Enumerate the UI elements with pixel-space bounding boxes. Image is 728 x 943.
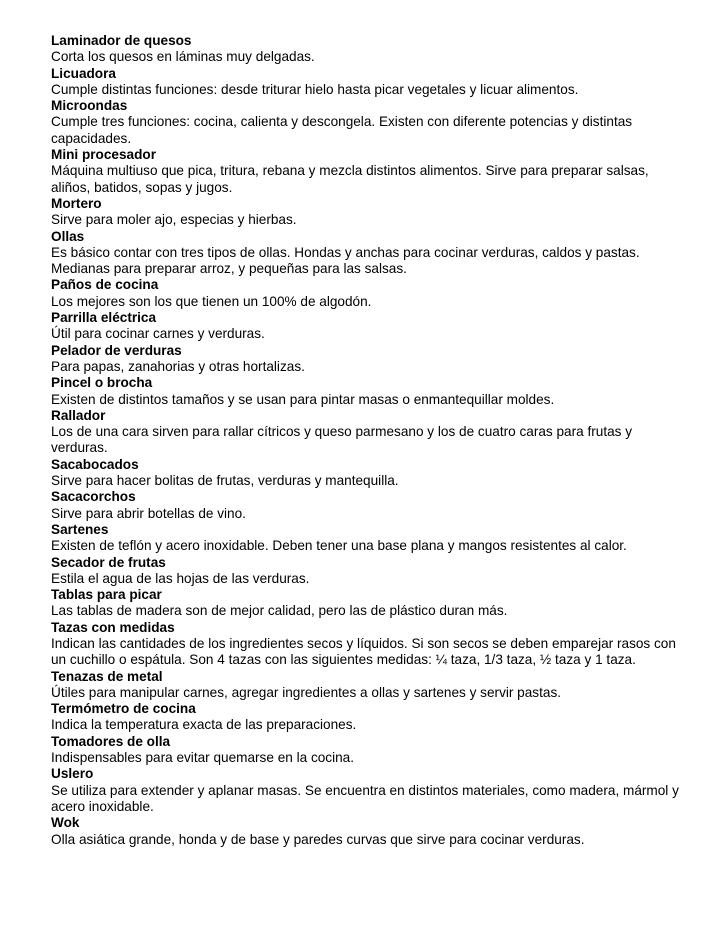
document-page: [51, 33, 691, 848]
entry-definition: Útiles para manipular carnes, agregar ingredientes a ollas y sartenes y servir pastas.: [51, 684, 562, 700]
entry-term: Tenazas de metal: [51, 668, 163, 684]
entry-definition: Se utiliza para extender y aplanar masas. Se encuentra en distintos materiales, como madera, mármol y acero inoxidable.: [51, 782, 679, 814]
entry-term: Tablas para picar: [51, 587, 162, 603]
entry-definition: Los de una cara sirven para rallar cítricos y queso parmesano y los de cuatro caras para frutas y verduras.: [51, 424, 633, 456]
entry-mini-procesador: [51, 147, 691, 196]
entry-definition: Existen de teflón y acero inoxidable. Deben tener una base plana y mangos resistentes al calor.: [51, 538, 627, 554]
entry-pelador-de-verduras: [51, 343, 691, 376]
entry-term: Termómetro de cocina: [51, 701, 196, 717]
entry-term: Ollas: [51, 228, 85, 244]
entry-laminador: [51, 33, 691, 66]
entry-sacabocados: [51, 457, 691, 490]
entry-ollas: [51, 229, 691, 278]
entry-definition: Las tablas de madera son de mejor calidad, pero las de plástico duran más.: [51, 603, 508, 619]
entry-uslero: [51, 766, 691, 815]
entry-rallador: [51, 408, 691, 457]
entry-definition: Existen de distintos tamaños y se usan para pintar masas o enmantequillar moldes.: [51, 391, 555, 407]
entry-term: Paños de cocina: [51, 277, 159, 293]
entry-definition: Cumple tres funciones: cocina, calienta y descongela. Existen con diferente potencias y distintas capacidades.: [51, 114, 633, 146]
entry-term: Tomadores de olla: [51, 733, 171, 749]
entry-term: Sacabocados: [51, 456, 139, 472]
entry-definition: Indispensables para evitar quemarse en la cocina.: [51, 750, 355, 766]
entry-sartenes: [51, 522, 691, 555]
entry-term: Tazas con medidas: [51, 619, 175, 635]
entry-definition: Máquina multiuso que pica, tritura, rebana y mezcla distintos alimentos. Sirve para preparar salsas, aliños, batidos, sopas y jugos.: [51, 163, 649, 195]
entry-term: Sacacorchos: [51, 489, 136, 505]
entry-term: Rallador: [51, 407, 106, 423]
entry-microondas: [51, 98, 691, 147]
entry-definition: Sirve para hacer bolitas de frutas, verduras y mantequilla.: [51, 473, 399, 489]
entry-tablas-para-picar: [51, 587, 691, 620]
entry-term: Parrilla eléctrica: [51, 310, 157, 326]
entry-panos-de-cocina: [51, 277, 691, 310]
entry-term: Uslero: [51, 766, 94, 782]
entry-wok: [51, 815, 691, 848]
entry-definition: Cumple distintas funciones: desde triturar hielo hasta picar vegetales y licuar alimentos.: [51, 81, 579, 97]
entry-sacacorchos: [51, 489, 691, 522]
entry-term: Wok: [51, 815, 80, 831]
entry-termometro-de-cocina: [51, 701, 691, 734]
entry-term: Microondas: [51, 98, 128, 114]
entry-tenazas-de-metal: [51, 669, 691, 702]
entry-term: Licuadora: [51, 65, 116, 81]
entry-definition: Es básico contar con tres tipos de ollas. Hondas y anchas para cocinar verduras, caldos y pastas. Medianas para preparar arroz, y pequeñas para las salsas.: [51, 244, 640, 277]
entry-definition: Estila el agua de las hojas de las verduras.: [51, 570, 310, 586]
entry-term: Pincel o brocha: [51, 375, 153, 391]
entry-mortero: [51, 196, 691, 229]
entry-definition: Útil para cocinar carnes y verduras.: [51, 326, 265, 342]
entry-term: Pelador de verduras: [51, 342, 182, 358]
entry-term: Laminador de quesos: [51, 33, 192, 48]
entry-term: Secador de frutas: [51, 554, 166, 570]
entry-definition: Indican las cantidades de los ingredientes secos y líquidos. Si son secos se deben emparejar rasos con un cuchillo o espátula. Son 4 tazas con las siguientes medidas: ¼ taza, 1/3 taza, ½ taza y 1 taza.: [51, 635, 676, 668]
entry-definition: Corta los quesos en láminas muy delgadas.: [51, 49, 315, 65]
entry-licuadora: [51, 66, 691, 99]
entry-secador-de-frutas: [51, 555, 691, 588]
entry-definition: Los mejores son los que tienen un 100% de algodón.: [51, 293, 372, 309]
entry-definition: Sirve para abrir botellas de vino.: [51, 505, 246, 521]
entry-pincel-o-brocha: [51, 375, 691, 408]
entry-tomadores-de-olla: [51, 734, 691, 767]
entry-term: Sartenes: [51, 521, 109, 537]
entry-term: Mini procesador: [51, 147, 156, 163]
entry-definition: Para papas, zanahorias y otras hortalizas.: [51, 358, 305, 374]
entry-definition: Olla asiática grande, honda y de base y paredes curvas que sirve para cocinar verduras.: [51, 831, 585, 847]
entry-parrilla-electrica: [51, 310, 691, 343]
entry-definition: Indica la temperatura exacta de las preparaciones.: [51, 717, 357, 733]
entry-definition: Sirve para moler ajo, especias y hierbas.: [51, 212, 297, 228]
entry-tazas-con-medidas: [51, 620, 691, 669]
entry-term: Mortero: [51, 195, 102, 211]
